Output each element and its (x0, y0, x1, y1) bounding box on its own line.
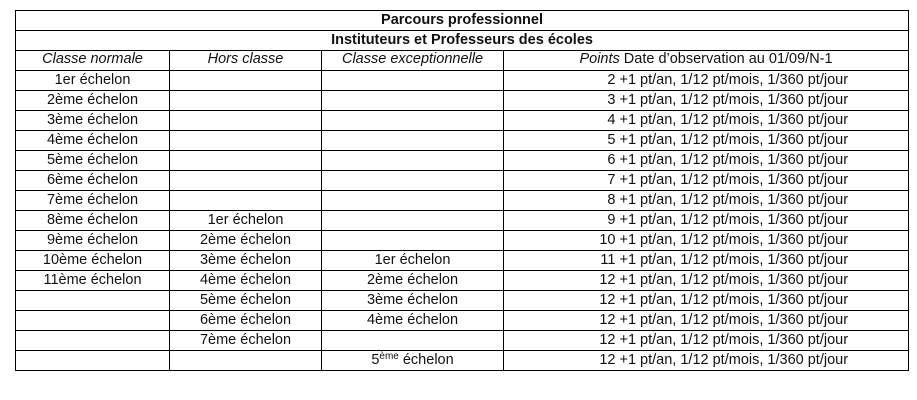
table-row (16, 311, 909, 331)
cell-points: 9 +1 pt/an, 1/12 pt/mois, 1/360 pt/jour (504, 211, 909, 231)
table-row (16, 211, 909, 231)
cell-classe-exceptionnelle: 4ème échelon (322, 311, 504, 331)
header-points (504, 51, 909, 71)
table-title: Parcours professionnel (16, 11, 909, 31)
cell-points: 7 +1 pt/an, 1/12 pt/mois, 1/360 pt/jour (504, 171, 909, 191)
cell-points: 12 +1 pt/an, 1/12 pt/mois, 1/360 pt/jour (504, 351, 909, 371)
cell-points: 3 +1 pt/an, 1/12 pt/mois, 1/360 pt/jour (504, 91, 909, 111)
table-row (16, 131, 909, 151)
cell-classe-normale: 11ème échelon (16, 271, 170, 291)
cell-hors-classe (170, 171, 322, 191)
header-classe-normale: Classe normale (16, 51, 170, 71)
cell-exc-number: 5 (371, 352, 380, 368)
cell-classe-normale (16, 331, 170, 351)
cell-points: 11 +1 pt/an, 1/12 pt/mois, 1/360 pt/jour (504, 251, 909, 271)
cell-points: 6 +1 pt/an, 1/12 pt/mois, 1/360 pt/jour (504, 151, 909, 171)
cell-hors-classe (170, 71, 322, 91)
table-row (16, 171, 909, 191)
table-row (16, 231, 909, 251)
table-row (16, 251, 909, 271)
cell-classe-normale: 9ème échelon (16, 231, 170, 251)
header-points-label: Points (579, 51, 620, 67)
cell-exc-superscript: ème (379, 351, 399, 362)
cell-classe-normale (16, 291, 170, 311)
cell-classe-exceptionnelle: 2ème échelon (322, 271, 504, 291)
cell-classe-normale (16, 311, 170, 331)
cell-points: 2 +1 pt/an, 1/12 pt/mois, 1/360 pt/jour (504, 71, 909, 91)
cell-hors-classe: 5ème échelon (170, 291, 322, 311)
table-row (16, 191, 909, 211)
cell-classe-exceptionnelle (322, 151, 504, 171)
cell-classe-exceptionnelle (322, 91, 504, 111)
cell-points: 12 +1 pt/an, 1/12 pt/mois, 1/360 pt/jour (504, 291, 909, 311)
table-row (16, 291, 909, 311)
cell-classe-normale: 1er échelon (16, 71, 170, 91)
cell-hors-classe (170, 111, 322, 131)
cell-hors-classe: 2ème échelon (170, 231, 322, 251)
table-row (16, 111, 909, 131)
cell-hors-classe (170, 191, 322, 211)
cell-hors-classe: 6ème échelon (170, 311, 322, 331)
parcours-table (15, 10, 909, 371)
cell-classe-normale: 5ème échelon (16, 151, 170, 171)
table-subtitle: Instituteurs et Professeurs des écoles (16, 31, 909, 51)
cell-hors-classe: 4ème échelon (170, 271, 322, 291)
header-points-date: Date d’observation au 01/09/N-1 (619, 51, 833, 67)
table-row (16, 351, 909, 371)
table-title-row (16, 11, 909, 31)
cell-points: 4 +1 pt/an, 1/12 pt/mois, 1/360 pt/jour (504, 111, 909, 131)
cell-points: 5 +1 pt/an, 1/12 pt/mois, 1/360 pt/jour (504, 131, 909, 151)
cell-hors-classe: 1er échelon (170, 211, 322, 231)
cell-hors-classe: 3ème échelon (170, 251, 322, 271)
cell-hors-classe (170, 91, 322, 111)
table-row (16, 91, 909, 111)
cell-classe-exceptionnelle: 3ème échelon (322, 291, 504, 311)
cell-hors-classe (170, 131, 322, 151)
cell-classe-exceptionnelle (322, 231, 504, 251)
table-row (16, 151, 909, 171)
cell-classe-normale: 2ème échelon (16, 91, 170, 111)
cell-classe-normale: 7ème échelon (16, 191, 170, 211)
cell-classe-exceptionnelle: 1er échelon (322, 251, 504, 271)
cell-classe-normale: 8ème échelon (16, 211, 170, 231)
header-row (16, 51, 909, 71)
cell-classe-exceptionnelle (322, 71, 504, 91)
table-row (16, 331, 909, 351)
cell-hors-classe (170, 351, 322, 371)
table-subtitle-row (16, 31, 909, 51)
cell-classe-exceptionnelle (322, 171, 504, 191)
cell-points: 8 +1 pt/an, 1/12 pt/mois, 1/360 pt/jour (504, 191, 909, 211)
cell-classe-exceptionnelle (322, 331, 504, 351)
cell-points: 12 +1 pt/an, 1/12 pt/mois, 1/360 pt/jour (504, 271, 909, 291)
table-row (16, 71, 909, 91)
cell-points: 10 +1 pt/an, 1/12 pt/mois, 1/360 pt/jour (504, 231, 909, 251)
cell-points: 12 +1 pt/an, 1/12 pt/mois, 1/360 pt/jour (504, 311, 909, 331)
cell-classe-normale (16, 351, 170, 371)
cell-classe-normale: 3ème échelon (16, 111, 170, 131)
cell-hors-classe: 7ème échelon (170, 331, 322, 351)
cell-classe-exceptionnelle (322, 111, 504, 131)
cell-exc-rest: échelon (398, 352, 454, 368)
cell-classe-normale: 6ème échelon (16, 171, 170, 191)
cell-classe-exceptionnelle (322, 191, 504, 211)
table-row (16, 271, 909, 291)
cell-hors-classe (170, 151, 322, 171)
cell-classe-exceptionnelle (322, 211, 504, 231)
cell-classe-normale: 10ème échelon (16, 251, 170, 271)
cell-classe-exceptionnelle (322, 351, 504, 371)
cell-classe-normale: 4ème échelon (16, 131, 170, 151)
header-classe-exceptionnelle: Classe exceptionnelle (322, 51, 504, 71)
cell-classe-exceptionnelle (322, 131, 504, 151)
cell-points: 12 +1 pt/an, 1/12 pt/mois, 1/360 pt/jour (504, 331, 909, 351)
header-hors-classe: Hors classe (170, 51, 322, 71)
